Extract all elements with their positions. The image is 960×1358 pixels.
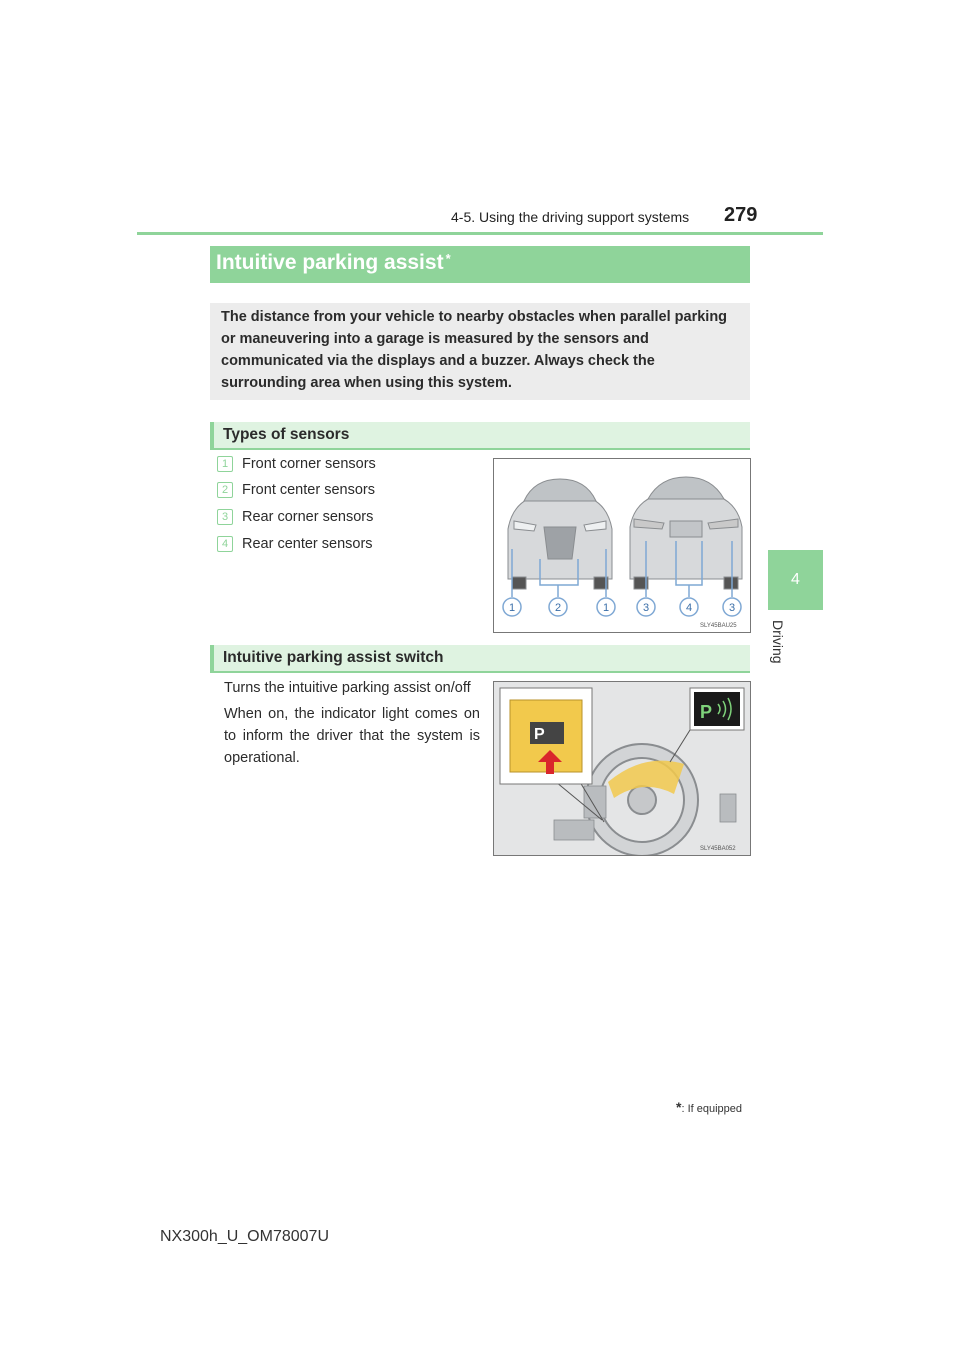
switch-p-label: P <box>534 726 545 743</box>
vehicle-sensor-illustration <box>494 459 750 632</box>
switch-text-2: When on, the indicator light comes on to inform the driver that the system is operational. <box>224 706 480 766</box>
switch-description <box>224 677 480 773</box>
callout-number: 2 <box>554 602 562 614</box>
sensor-number: 2 <box>217 482 233 498</box>
page-title: Intuitive parking assist * <box>216 251 451 274</box>
title-bar <box>210 246 750 283</box>
sensor-number: 1 <box>217 456 233 472</box>
header-rule <box>137 232 823 235</box>
chapter-tab[interactable] <box>768 550 823 610</box>
if-equipped-mark: * <box>676 1099 682 1115</box>
document-id: NX300h_U_OM78007U <box>160 1228 329 1245</box>
sensor-label: Rear center sensors <box>242 536 373 552</box>
callout-number: 4 <box>685 602 693 614</box>
indicator-p-label: P <box>700 702 713 722</box>
switch-location-figure <box>493 681 751 856</box>
page-number: 279 <box>724 204 758 226</box>
callout-number: 1 <box>602 602 610 614</box>
sensor-label: Rear corner sensors <box>242 509 374 525</box>
sensor-label: Front center sensors <box>242 482 375 498</box>
sensor-number: 3 <box>217 509 233 525</box>
callout-number: 3 <box>728 602 736 614</box>
chapter-number: 4 <box>791 571 800 588</box>
chapter-label: Driving <box>770 620 786 664</box>
sensor-location-figure <box>493 458 751 633</box>
switch-text-1: Turns the intuitive parking assist on/off <box>224 680 471 696</box>
sensor-number: 4 <box>217 536 233 552</box>
callout-number: 3 <box>642 602 650 614</box>
dashboard-illustration <box>494 682 750 855</box>
callout-number: 1 <box>508 602 516 614</box>
figure-code: SLY45BA052 <box>700 846 736 852</box>
sensor-label: Front corner sensors <box>242 456 376 472</box>
sensors-heading: Types of sensors <box>210 422 750 449</box>
intro-text: The distance from your vehicle to nearby obstacles when parallel parking or maneuvering into a garage is measured by the sensors and communicated via the displays and a buzzer. Always check the surrounding area when using this system. <box>221 309 728 391</box>
footnote-text: : If equipped <box>681 1103 743 1115</box>
if-equipped-mark: * <box>445 251 451 266</box>
footnote <box>676 1099 742 1115</box>
section-header: 4-5. Using the driving support systems <box>451 209 690 225</box>
intro-box <box>210 303 750 400</box>
switch-heading: Intuitive parking assist switch <box>210 645 750 672</box>
figure-code: SLY45BAU25 <box>700 623 737 629</box>
